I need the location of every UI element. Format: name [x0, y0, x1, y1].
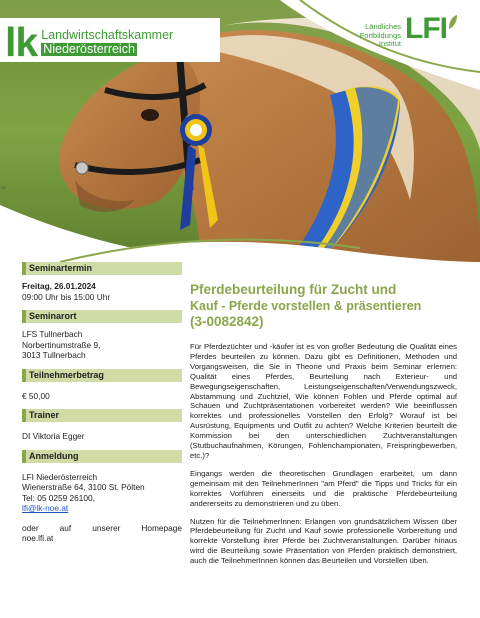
leaf-icon — [448, 14, 458, 30]
seminar-date: Freitag, 26.01.2024 — [22, 281, 96, 291]
lk-logo-line2: Niederösterreich — [43, 41, 135, 56]
description-paragraph-1: Für Pferdezüchter und -käufer ist es von großer Bedeutung die Qualität eines Pferdes beurteilen zu können. Dazu gibt es Definitionen, Methoden und Vorgangsweisen, die Sie in Theorie und Praxis beim Seminar erlernen: Qualität eines Pferdes, Beurteilung nach Exterieur- und Bewegungseigenschaften, Leistungseigenschaften/Verwendungszweck, Abstammung und Zuchtziel, Wie können Fohlen und Pferde optimal auf Schauen und Zuchtpräsentationen vorbereitet werden? Wie beeinflussen korrektes und professionelles Vorstellen den Erfolg? Worauf ist bei Ausrüstung, Equipments und Outfit zu achten? Welche Kriterien beurteilt die Kommission bei den unterschiedlichen Zuchtveranstaltungen (Stutbuchaufnahmen, Körungen, Fohlenchampionaten, Freispringbewerben, etc.)? — [190, 342, 457, 460]
signup-line3: Tel: 05 0259 26100, — [22, 492, 95, 503]
description-paragraph-2: Eingangs werden die theoretischen Grundlagen erarbeitet, um dann gemeinsam mit den TeilnehmerInnen "am Pferd" die Tipps und Tricks für ein korrektes Vorführen einerseits und die praktische Pferdebeurteilung andererseits zu demonstrieren und zu üben. — [190, 468, 457, 508]
signup-email-link[interactable]: lfi@lk-noe.at — [22, 503, 69, 513]
lk-logo-text — [41, 29, 173, 56]
lfi-logo-text — [360, 23, 401, 49]
section-body-signup — [22, 463, 182, 544]
seminar-title — [190, 282, 457, 330]
lfi-logo-mark: LFI — [405, 12, 447, 45]
section-body-trainer — [22, 422, 182, 442]
main-content — [190, 282, 457, 566]
signup-line2: Wienerstraße 64, 3100 St. Pölten — [22, 482, 145, 492]
lk-logo — [5, 19, 174, 65]
homepage-word2: auf — [59, 522, 72, 533]
location-line3: 3013 Tullnerbach — [22, 350, 86, 360]
description-paragraph-3: Nutzen für die TeilnehmerInnen: Erlangen von grundsätzlichem Wissen über Pferdebeurteilung für Zucht und Kauf sowie professionelle Vorbereitung und korrekte Vorstellung ihrer Pferde bei Zuchtveranstaltungen. Darüber hinaus wird die Beurteilung sowie Präsentation von Pferden praktisch demonstriert, auch die TeilnehmerInnen können das Beurteilen und Vorstellen üben. — [190, 516, 457, 566]
info-sidebar — [22, 262, 182, 544]
lfi-logo-line3: Institut — [378, 39, 401, 48]
lfi-logo-line1: Ländliches — [365, 22, 401, 31]
title-line2: Kauf - Pferde vorstellen & präsentieren — [190, 299, 422, 313]
homepage-url: noe.lfi.at — [22, 533, 54, 543]
title-line3: (3-0082842) — [190, 314, 264, 329]
seminar-time: 09:00 Uhr bis 15:00 Uhr — [22, 291, 111, 302]
trainer-name: DI Viktoria Egger — [22, 431, 85, 441]
section-body-fee — [22, 382, 182, 402]
section-head-signup: Anmeldung — [22, 450, 182, 463]
lk-logo-mark: lk — [5, 19, 38, 65]
homepage-word4: Homepage — [141, 522, 182, 533]
lfi-logo — [360, 14, 458, 49]
signup-line1: LFI Niederösterreich — [22, 471, 98, 482]
section-body-date — [22, 275, 182, 302]
section-head-location: Seminarort — [22, 310, 182, 323]
homepage-line — [22, 523, 182, 534]
section-head-trainer: Trainer — [22, 409, 182, 422]
lfi-logo-line2: Fortbildungs — [359, 30, 401, 40]
photo-credit: us — [1, 185, 7, 191]
location-line1: LFS Tullnerbach — [22, 329, 83, 339]
section-head-fee: Teilnehmerbetrag — [22, 369, 182, 382]
lk-logo-line1: Landwirtschaftskammer — [41, 27, 174, 42]
section-head-date: Seminartermin — [22, 262, 182, 275]
seminar-fee: € 50,00 — [22, 390, 50, 401]
hero-image — [0, 0, 480, 262]
homepage-word1: oder — [22, 522, 39, 533]
section-body-location — [22, 323, 182, 361]
location-line2: Norbertinumstraße 9, — [22, 339, 101, 350]
homepage-word3: unserer — [92, 522, 121, 533]
title-line1: Pferdebeurteilung für Zucht und — [190, 282, 397, 297]
